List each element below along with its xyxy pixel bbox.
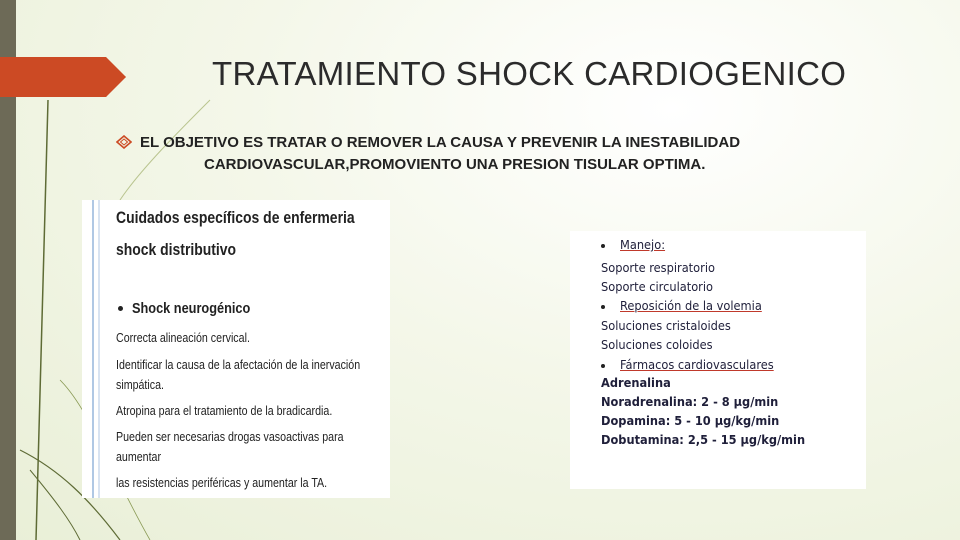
image-subheading: shock distributivo xyxy=(116,240,237,259)
drug-item: Noradrenalina: 2 - 8 µg/min xyxy=(601,395,779,409)
nursing-care-image xyxy=(82,200,390,498)
care-line: las resistencias periféricas y aumentar la TA. xyxy=(116,475,328,490)
drug-item: Dopamina: 5 - 10 µg/kg/min xyxy=(601,414,780,428)
care-line: Pueden ser necesarias drogas vasoactivas para xyxy=(116,429,344,444)
management-item: Soporte circulatorio xyxy=(601,280,714,294)
management-item: Soluciones cristaloides xyxy=(601,319,731,333)
care-line: simpática. xyxy=(116,377,164,392)
care-line: aumentar xyxy=(116,449,162,464)
objective-bullet xyxy=(116,132,916,176)
bullet-dot xyxy=(601,244,605,248)
bullet-dot xyxy=(601,305,605,309)
drug-item: Dobutamina: 2,5 - 15 µg/kg/min xyxy=(601,433,806,447)
care-line: Identificar la causa de la afectación de la inervación xyxy=(116,357,361,372)
shock-neurogenico-heading: Shock neurogénico xyxy=(132,300,251,317)
management-item: Soluciones coloides xyxy=(601,338,713,352)
care-line: Correcta alineación cervical. xyxy=(116,330,250,345)
title-accent-bar xyxy=(0,57,126,97)
manejo-heading: Manejo: xyxy=(620,238,666,252)
management-image xyxy=(570,231,866,489)
image-border-line xyxy=(98,200,100,498)
bullet-dot xyxy=(118,306,123,311)
diamond-outline-icon xyxy=(116,135,132,149)
care-line: Atropina para el tratamiento de la bradicardia. xyxy=(116,403,333,418)
drug-item: Adrenalina xyxy=(601,376,671,390)
objective-line-1: EL OBJETIVO ES TRATAR O REMOVER LA CAUSA Y PREVENIR LA INESTABILIDAD xyxy=(140,134,741,151)
management-item: Soporte respiratorio xyxy=(601,261,715,275)
image-heading: Cuidados específicos de enfermeria xyxy=(116,208,355,227)
farmacos-heading: Fármacos cardiovasculares xyxy=(620,358,774,372)
slide-title: TRATAMIENTO SHOCK CARDIOGENICO xyxy=(212,55,847,92)
reposicion-heading: Reposición de la volemia xyxy=(620,299,762,313)
bullet-dot xyxy=(601,364,605,368)
image-border-line xyxy=(92,200,94,498)
objective-line-2: CARDIOVASCULAR,PROMOVIENTO UNA PRESION TISULAR OPTIMA. xyxy=(204,156,706,173)
